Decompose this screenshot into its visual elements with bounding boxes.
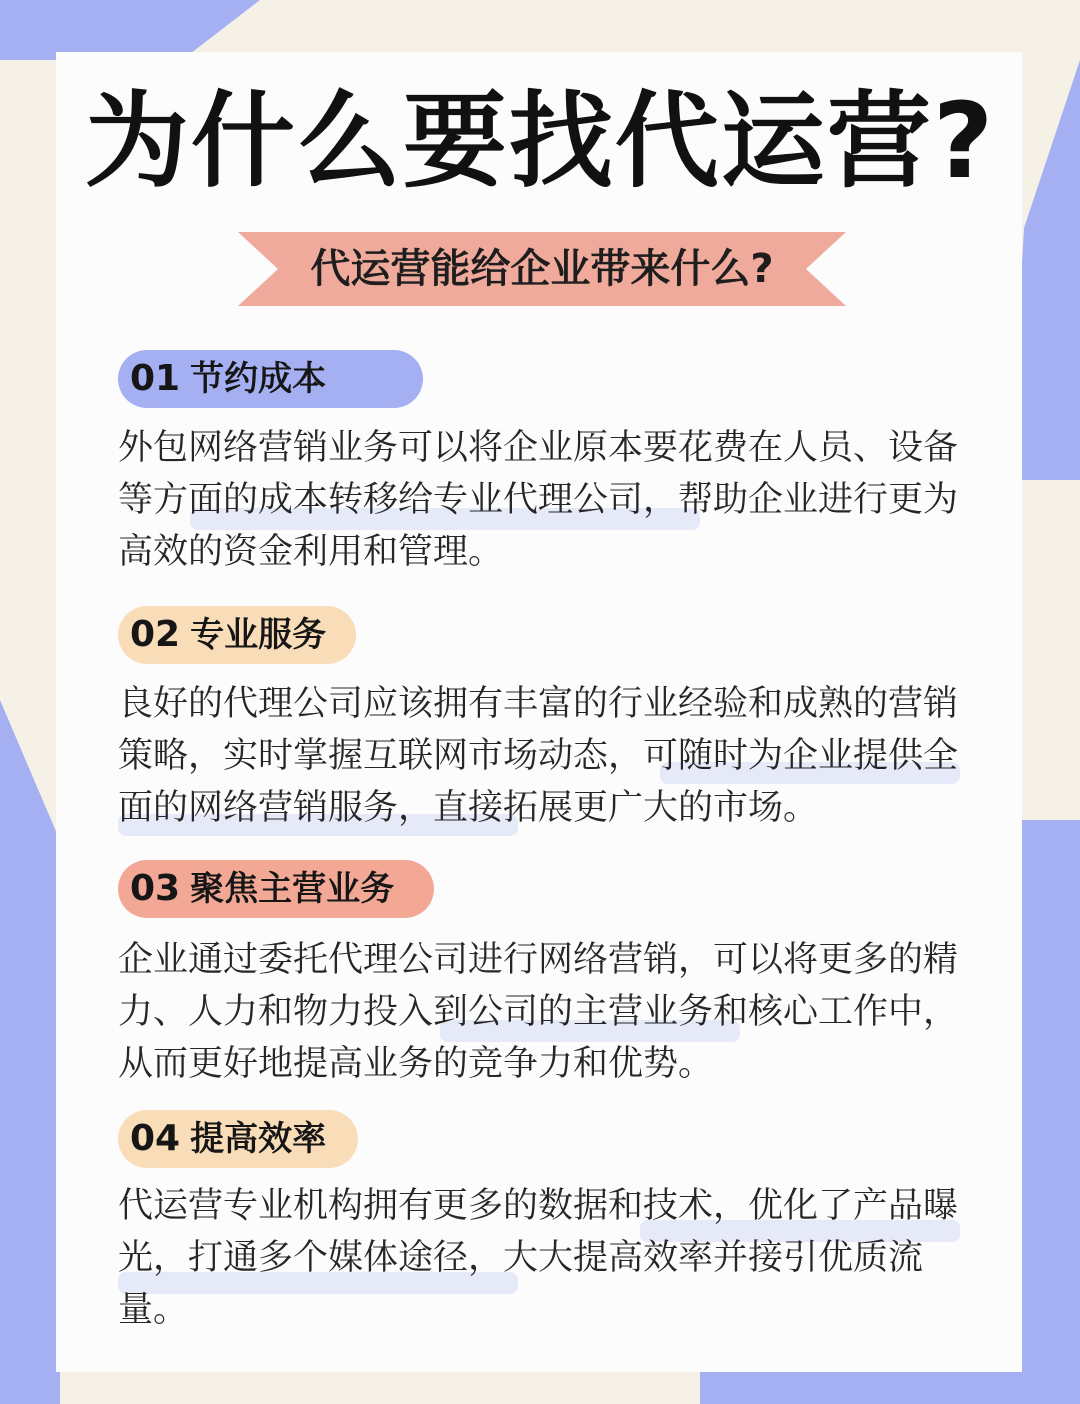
section-number: 03 [130, 868, 181, 909]
section-body-efficiency: 代运营专业机构拥有更多的数据和技术，优化了产品曝光，打通多个媒体途径，大大提高效率并接引优质流量。 [118, 1186, 959, 1330]
section-number: 04 [130, 1118, 181, 1159]
section-title: 聚焦主营业务 [190, 869, 395, 909]
section-body-cost: 外包网络营销业务可以将企业原本要花费在人员、设备等方面的成本转移给专业代理公司，帮助企业进行更为高效的资金利用和管理。 [118, 428, 959, 572]
section-heading-focus [118, 860, 434, 918]
section-heading-service [118, 606, 356, 664]
subtitle-ribbon [238, 232, 846, 306]
section-title: 专业服务 [190, 615, 327, 655]
section-body-focus: 企业通过委托代理公司进行网络营销，可以将更多的精力、人力和物力投入到公司的主营业务和核心工作中，从而更好地提高业务的竞争力和优势。 [118, 940, 959, 1084]
background-blue-shape-right [1022, 820, 1080, 1404]
subtitle: 代运营能给企业带来什么? [310, 246, 774, 292]
section-number: 01 [130, 358, 181, 399]
section-number: 02 [130, 614, 181, 655]
background-blue-shape-top-left [0, 0, 260, 60]
section-body-service: 良好的代理公司应该拥有丰富的行业经验和成熟的营销策略，实时掌握互联网市场动态，可随时为企业提供全面的网络营销服务，直接拓展更广大的市场。 [118, 684, 959, 828]
background-blue-shape-bottom [700, 1372, 1080, 1404]
section-title: 提高效率 [190, 1119, 327, 1159]
page-title: 为什么要找代运营? [84, 80, 996, 202]
section-heading-efficiency [118, 1110, 358, 1168]
background-blue-shape-left [0, 700, 60, 1404]
section-heading-cost [118, 350, 423, 408]
section-title: 节约成本 [190, 359, 327, 399]
